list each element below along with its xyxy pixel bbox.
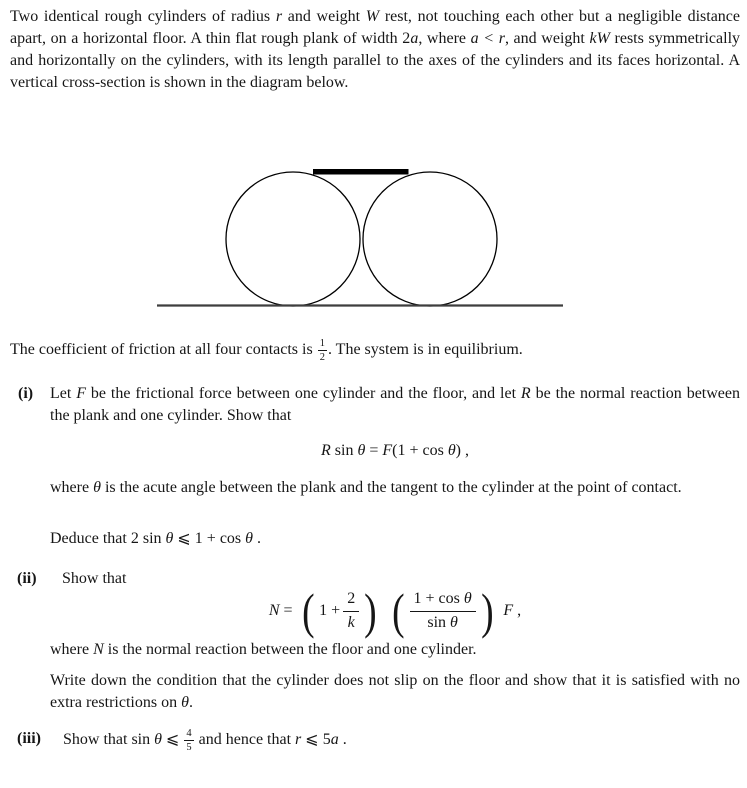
text-run: . (338, 731, 347, 749)
item-i-body (50, 383, 740, 427)
item-ii-write-paragraph (50, 670, 740, 714)
text-run: θ (357, 442, 366, 459)
item-i-where-paragraph (50, 477, 740, 499)
item-iii-label: (iii) (17, 730, 41, 747)
plank (313, 169, 409, 175)
text-run: θ (154, 731, 162, 749)
text-run: Write down the condition that the cylinder does not slip on the floor and show that it is satisfied with no extra restrictions on (50, 672, 740, 711)
item-i-deduce-line (50, 528, 740, 550)
text-run: F (76, 385, 87, 402)
text-run: Show that sin (63, 731, 155, 749)
fraction-denominator: 2 (319, 352, 325, 364)
fraction-denominator (343, 612, 359, 632)
fraction-numerator (343, 590, 359, 611)
text-run: θ (245, 530, 254, 547)
text-run: 1 + (319, 602, 341, 619)
text-run: is the acute angle between the plank and the tangent to the cylinder at the point of contact. (100, 479, 682, 496)
text-run: is the normal reaction between the floor and one cylinder. (103, 641, 477, 658)
item-iii-body (63, 728, 740, 753)
equation-lhs (269, 600, 293, 622)
four-fifths-fraction (183, 728, 194, 753)
cos-over-sin-fraction (410, 590, 476, 632)
text-run: N (268, 602, 280, 619)
text-run: . (253, 530, 262, 547)
text-run: be the normal reaction between the plank and one cylinder. Show that (50, 385, 741, 424)
text-run: θ (447, 442, 456, 459)
text-run: θ (165, 530, 174, 547)
text-run: ⩽ 5 (301, 731, 331, 749)
text-run: a (410, 30, 419, 47)
item-iii-text-after (195, 731, 347, 748)
text-run: θ (463, 590, 472, 608)
cross-section-diagram (0, 150, 747, 315)
text-run: F (382, 442, 393, 459)
text-run: , where (418, 30, 471, 47)
one-half-fraction (317, 338, 328, 363)
text-run: 2 (347, 590, 356, 608)
friction-text-before (10, 341, 317, 358)
text-run: ) , (455, 442, 469, 459)
text-run: Let (50, 385, 77, 402)
right-cylinder-circle (363, 172, 497, 306)
text-run: Two identical rough cylinders of radius (10, 8, 276, 25)
text-run: a < r (470, 30, 505, 47)
text-run: . The system is in equilibrium. (327, 341, 523, 359)
text-run: r (275, 8, 283, 25)
text-run: k (347, 613, 355, 631)
fraction-denominator: 5 (186, 742, 192, 754)
text-run: , (513, 602, 522, 619)
fraction-denominator (410, 612, 476, 632)
item-i-label: (i) (18, 385, 34, 402)
item-i-equation (50, 440, 740, 462)
text-run: F (503, 602, 514, 619)
text-run: Show that (62, 570, 127, 587)
text-run: R (321, 442, 331, 459)
text-run: Deduce that 2 sin (50, 530, 166, 547)
text-run: N (93, 641, 104, 658)
fraction-numerator (410, 590, 476, 611)
intro-paragraph (10, 6, 740, 94)
text-run: ⩽ (161, 731, 184, 749)
text-run: W (365, 8, 380, 25)
text-run: r (295, 731, 302, 749)
text-run: a (330, 731, 339, 749)
left-cylinder-circle (226, 172, 360, 306)
text-run: where (50, 479, 94, 496)
text-run: sin (330, 442, 358, 459)
text-run: The coefficient of friction at all four contacts is (10, 341, 317, 359)
text-run: R (520, 385, 531, 402)
text-run: = (365, 442, 383, 459)
text-run: , and weight (504, 30, 590, 47)
text-run: sin (427, 613, 451, 631)
text-run: . (188, 694, 193, 711)
friction-text-after (328, 341, 523, 358)
text-run: ⩽ 1 + cos (173, 530, 246, 547)
text-run: θ (93, 479, 101, 496)
two-over-k-fraction (343, 590, 359, 632)
text-run: θ (450, 613, 458, 631)
text-run: rest, not touching each other but a negligible distance apart, on a horizontal floor. A thin flat rough plank of width 2 (10, 8, 741, 47)
equation-inner-term (319, 600, 340, 622)
item-ii-where-line (50, 639, 740, 661)
equation-tail (503, 600, 521, 622)
item-iii-text-before (63, 731, 183, 748)
friction-sentence (10, 338, 740, 363)
item-ii-label: (ii) (17, 570, 37, 587)
fraction-numerator: 1 (318, 338, 327, 351)
text-run: = (279, 602, 293, 619)
text-run: and hence that (194, 731, 296, 749)
text-run: (1 + cos (392, 442, 448, 459)
text-run: be the frictional force between one cylinder and the floor, and let (86, 385, 521, 402)
text-run: θ (181, 694, 189, 711)
item-ii-equation: N = ( 1 + $\frac{2}{k}$ ) ( $\frac{\text{1 + cos θ}}{\text{sin θ}}$ ) F , (268, 583, 522, 639)
text-run: rests symmetrically and horizontally on the cylinders, with its length parallel to the axes of the cylinders and its faces horizontal. A vertical cross-section is shown in the diagram below. (10, 30, 741, 91)
text-run: and weight (282, 8, 366, 25)
fraction-numerator: 4 (184, 728, 193, 741)
text-run: where (50, 641, 94, 658)
text-run: kW (589, 30, 610, 47)
text-run: 1 + cos (413, 590, 464, 608)
